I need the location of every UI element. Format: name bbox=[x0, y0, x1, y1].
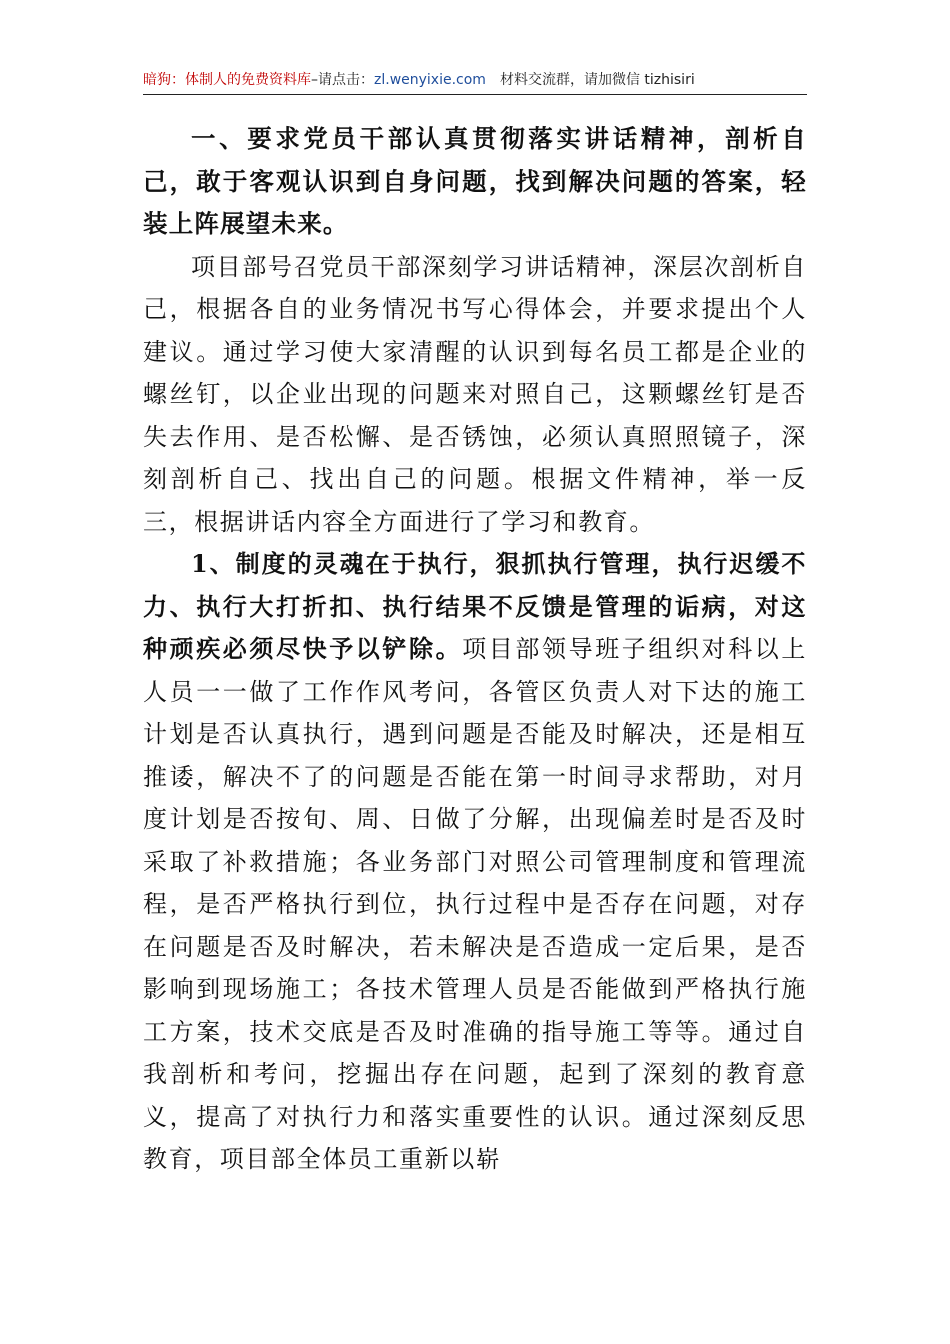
item-1-body: 项目部领导班子组织对科以上人员一一做了工作作风考问，各管区负责人对下达的施工计划是否认真执行，遇到问题是否能及时解决，还是相互推诿，解决不了的问题是否能在第一时间寻求帮助，对月度计划是否按旬、周、日做了分解，出现偏差时是否及时采取了补救措施；各业务部门对照公司管理制度和管理流程，是否严格执行到位，执行过程中是否存在问题，对存在问题是否及时解决，若未解决是否造成一定后果，是否影响到现场施工；各技术管理人员是否能做到严格执行施工方案，技术交底是否及时准确的指导施工等等。通过自我剖析和考问，挖掘出存在问题，起到了深刻的教育意义，提高了对执行力和落实重要性的认识。通过深刻反思教育，项目部全体员工重新以崭 bbox=[143, 635, 807, 1173]
document-body bbox=[143, 118, 807, 1181]
header-url-link[interactable]: zl.wenyixie.com bbox=[374, 72, 486, 88]
section-paragraph: 项目部号召党员干部深刻学习讲话精神，深层次剖析自己，根据各自的业务情况书写心得体会，并要求提出个人建议。通过学习使大家清醒的认识到每名员工都是企业的螺丝钉，以企业出现的问题来对照自己，这颗螺丝钉是否失去作用、是否松懈、是否锈蚀，必须认真照照镜子，深刻剖析自己、找出自己的问题。根据文件精神，举一反三，根据讲话内容全方面进行了学习和教育。 bbox=[143, 252, 807, 536]
header-brand: 暗狗：体制人的免费资料库 bbox=[143, 72, 311, 88]
item-1-paragraph bbox=[143, 543, 807, 1181]
item-1-lead: 1、制度的灵魂在于执行，狠抓执行管理，执行迟缓不力、执行大打折扣、执行结果不反馈是管理的诟病，对这种顽疾必须尽快予以铲除。 bbox=[143, 549, 807, 663]
page-header bbox=[143, 66, 807, 95]
header-wechat-note: 材料交流群，请加微信 tizhisiri bbox=[499, 72, 695, 88]
section-heading: 一、要求党员干部认真贯彻落实讲话精神，剖析自己，敢于客观认识到自身问题，找到解决问题的答案，轻装上阵展望未来。 bbox=[143, 124, 807, 238]
header-prompt: –请点击： bbox=[311, 72, 374, 88]
